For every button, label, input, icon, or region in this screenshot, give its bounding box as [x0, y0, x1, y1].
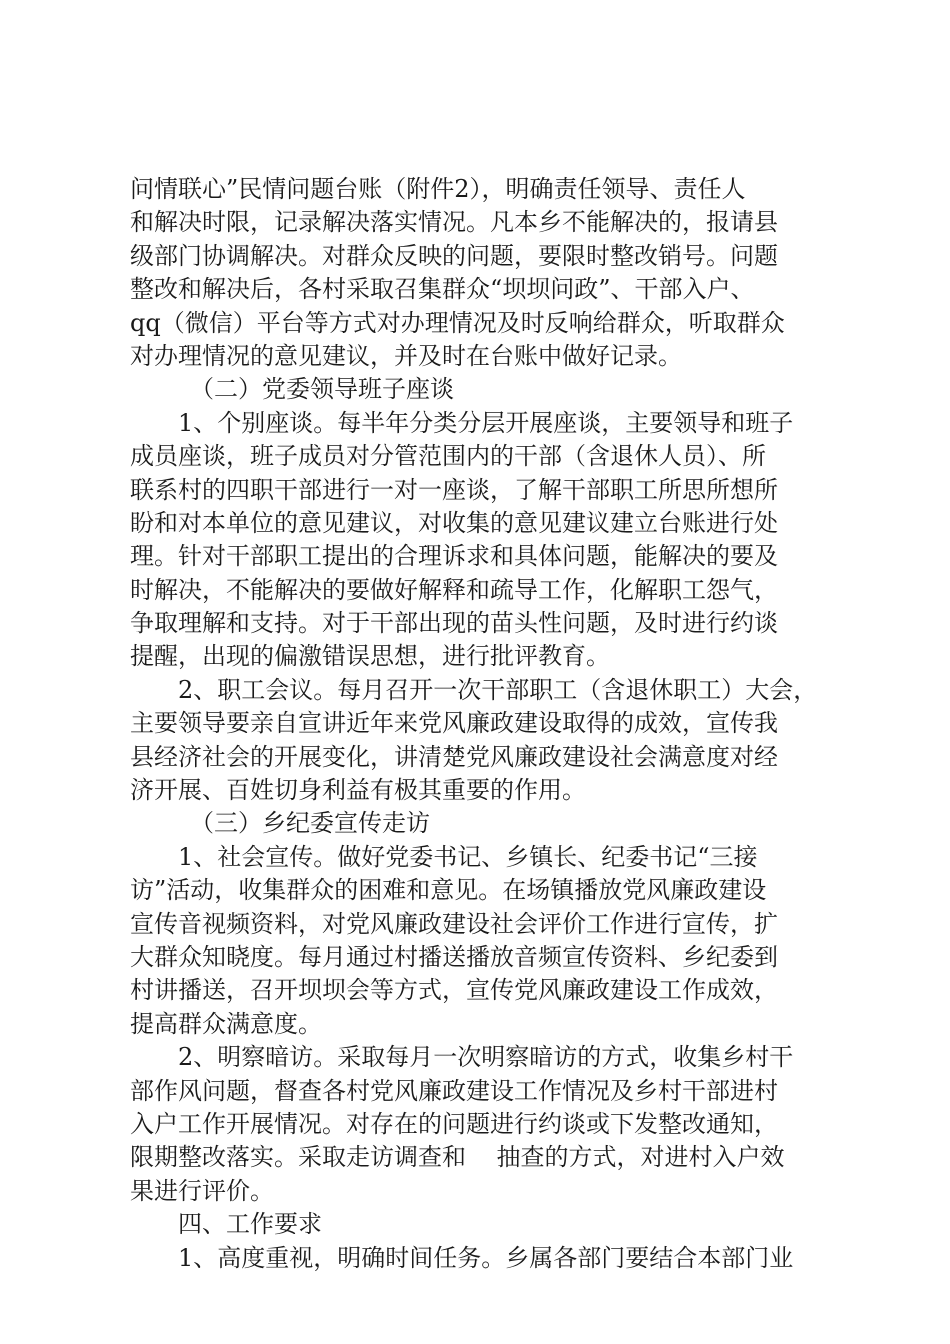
document-line: 主要领导要亲自宣讲近年来党风廉政建设取得的成效，宣传我 [130, 709, 778, 738]
document-line: 1、高度重视，明确时间任务。乡属各部门要结合本部门业 [178, 1243, 794, 1272]
document-line: 大群众知晓度。每月通过村播送播放音频宣传资料、乡纪委到 [130, 942, 778, 971]
document-line: 提醒，出现的偏激错误思想，进行批评教育。 [130, 642, 610, 671]
document-line: 问情联心”民情问题台账（附件2），明确责任领导、责任人 [130, 175, 746, 203]
document-line: 果进行评价。 [130, 1176, 274, 1205]
document-body [130, 173, 850, 1275]
document-line: 2、明察暗访。采取每月一次明察暗访的方式，收集乡村干 [178, 1043, 794, 1072]
document-line: 时解决，不能解决的要做好解释和疏导工作，化解职工怨气， [130, 575, 778, 604]
document-line: qq（微信）平台等方式对办理情况及时反响给群众，听取群众 [130, 308, 785, 337]
document-line: 宣传音视频资料，对党风廉政建设社会评价工作进行宣传，扩 [130, 909, 778, 938]
document-line: 对办理情况的意见建议，并及时在台账中做好记录。 [130, 341, 682, 370]
document-line: 四、工作要求 [178, 1210, 322, 1239]
document-line: 联系村的四职干部进行一对一座谈，了解干部职工所思所想所 [130, 475, 778, 504]
document-line: 1、个别座谈。每半年分类分层开展座谈，主要领导和班子 [178, 408, 794, 437]
document-line: 限期整改落实。采取走访调查和 抽查的方式，对进村入户效 [130, 1143, 785, 1172]
document-line: 争取理解和支持。对于干部出现的苗头性问题，及时进行约谈 [130, 609, 778, 638]
document-line: 村讲播送，召开坝坝会等方式，宣传党风廉政建设工作成效， [130, 976, 778, 1005]
document-line: 盼和对本单位的意见建议，对收集的意见建议建立台账进行处 [130, 508, 778, 537]
document-line: 提高群众满意度。 [130, 1009, 322, 1038]
document-line: 访”活动，收集群众的困难和意见。在场镇播放党风廉政建设 [130, 876, 767, 905]
document-line: 2、职工会议。每月召开一次干部职工（含退休职工）大会， [178, 675, 818, 704]
document-line: （二）党委领导班子座谈 [190, 375, 454, 404]
document-line: 部作风问题，督查各村党风廉政建设工作情况及乡村干部进村 [130, 1076, 778, 1105]
document-line: 理。针对干部职工提出的合理诉求和具体问题，能解决的要及 [130, 542, 778, 571]
document-line: 和解决时限，记录解决落实情况。凡本乡不能解决的，报请县 [130, 208, 778, 237]
document-line: 入户工作开展情况。对存在的问题进行约谈或下发整改通知， [130, 1109, 778, 1138]
document-line: 县经济社会的开展变化，讲清楚党风廉政建设社会满意度对经 [130, 742, 778, 771]
document-line: 级部门协调解决。对群众反映的问题，要限时整改销号。问题 [130, 241, 778, 270]
document-line: 成员座谈，班子成员对分管范围内的干部（含退休人员）、所 [130, 442, 766, 471]
document-line: 济开展、百姓切身利益有极其重要的作用。 [130, 776, 586, 805]
document-line: （三）乡纪委宣传走访 [190, 809, 430, 838]
document-line: 1、社会宣传。做好党委书记、乡镇长、纪委书记“三接 [178, 842, 758, 871]
document-line: 整改和解决后，各村采取召集群众“坝坝问政”、干部入户、 [130, 275, 755, 304]
